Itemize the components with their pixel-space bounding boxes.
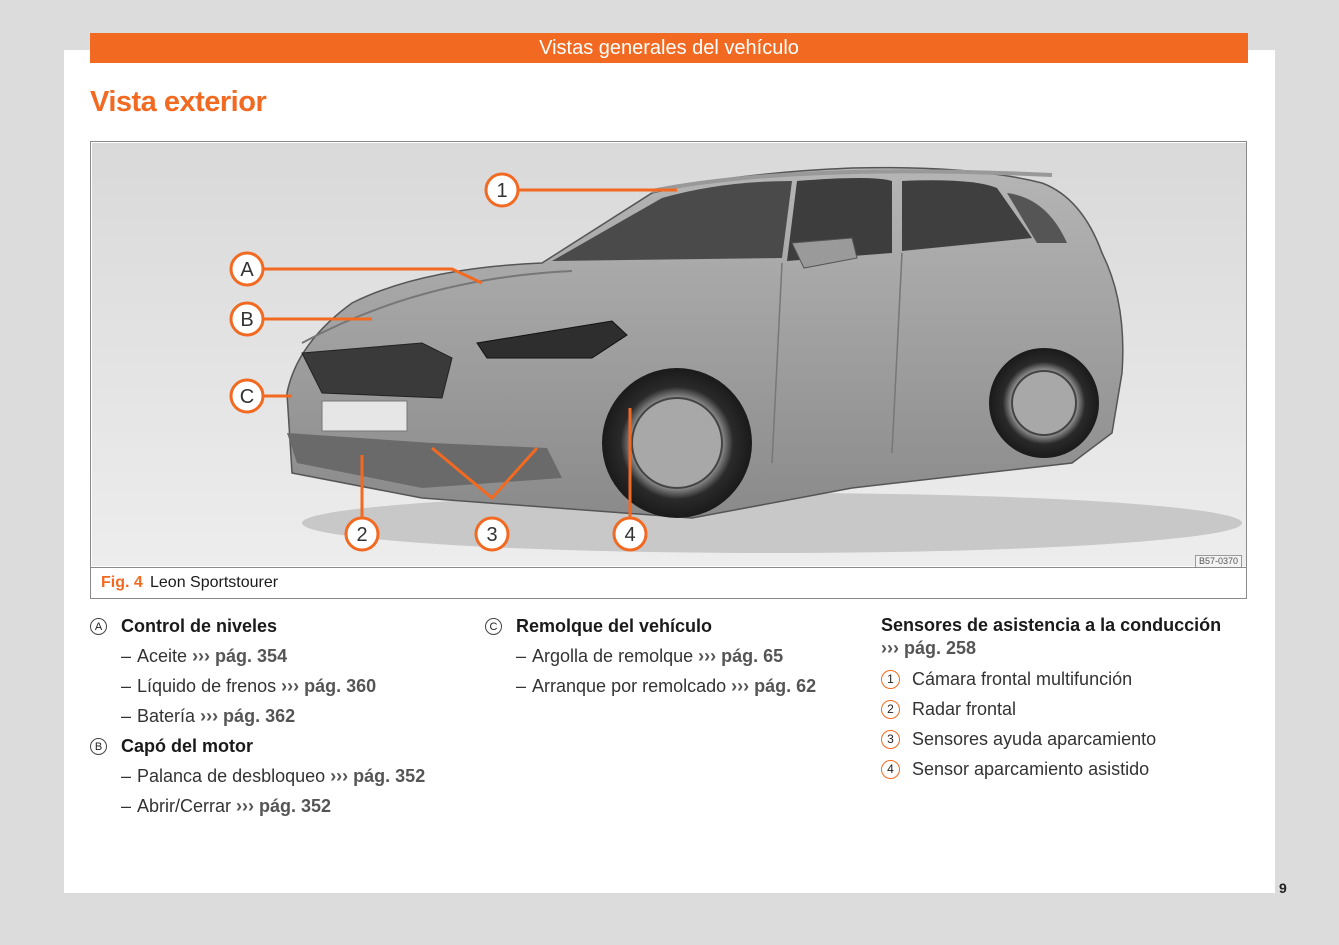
sensor-text: Sensor aparcamiento asistido <box>912 759 1150 779</box>
item-B-title: Capó del motor <box>121 736 254 756</box>
page-ref-link[interactable]: ››› pág. 352 <box>330 766 426 786</box>
list-item: – Palanca de desbloqueo ››› pág. 352 <box>121 766 426 786</box>
item-C-heading <box>485 614 855 644</box>
callout-1-label: 1 <box>496 180 508 202</box>
callout-A <box>231 253 263 285</box>
callout-B <box>231 303 263 335</box>
sensor-text: Sensores ayuda aparcamiento <box>912 729 1157 749</box>
page-ref-link[interactable]: ››› pág. 354 <box>192 646 288 666</box>
callout-4-label: 4 <box>624 524 636 546</box>
list-item: – Argolla de remolque ››› pág. 65 <box>516 646 784 666</box>
sub-text: Arranque por remolcado <box>532 676 727 696</box>
sub-text: Aceite <box>137 646 188 666</box>
letter-C-badge: C <box>485 618 502 635</box>
list-item: – Líquido de frenos ››› pág. 360 <box>121 676 377 696</box>
list-item: – Aceite ››› pág. 354 <box>121 646 288 666</box>
item-A-title: Control de niveles <box>121 616 278 636</box>
callout-C-label: C <box>239 386 255 408</box>
page-ref-link[interactable]: ››› pág. 258 <box>881 638 977 658</box>
letter-A-badge: A <box>90 618 107 635</box>
list-item <box>881 757 1241 787</box>
sub-text: Argolla de remolque <box>532 646 694 666</box>
page-ref-link[interactable]: ››› pág. 360 <box>281 676 377 696</box>
section-title: Vista exterior <box>90 86 267 118</box>
callout-3 <box>476 518 508 550</box>
figure-caption-text: Leon Sportstourer <box>150 574 279 591</box>
number-badge: 1 <box>881 670 900 689</box>
list-item: – Batería ››› pág. 362 <box>121 706 296 726</box>
callout-2-label: 2 <box>356 524 368 546</box>
callout-2 <box>346 518 378 550</box>
sub-text: Líquido de frenos <box>137 676 277 696</box>
page-ref-link[interactable]: ››› pág. 362 <box>200 706 296 726</box>
page-ref-link[interactable]: ››› pág. 352 <box>236 796 332 816</box>
callout-A-label: A <box>240 259 254 281</box>
chapter-header: Vistas generales del vehículo <box>90 33 1248 63</box>
list-item <box>881 667 1241 697</box>
letter-B-badge: B <box>90 738 107 755</box>
callout-1 <box>486 174 518 206</box>
number-badge: 3 <box>881 730 900 749</box>
sub-text: Palanca de desbloqueo <box>137 766 326 786</box>
sensors-title: Sensores de asistencia a la conducción <box>881 615 1222 635</box>
list-item <box>881 697 1241 727</box>
page-ref-link[interactable]: ››› pág. 62 <box>731 676 817 696</box>
figure-frame <box>90 141 1247 599</box>
figure-code: B57-0370 <box>1195 555 1242 568</box>
page-ref-link[interactable]: ››› pág. 65 <box>698 646 784 666</box>
number-badge: 4 <box>881 760 900 779</box>
callout-B-label: B <box>240 309 254 331</box>
callout-3-label: 3 <box>486 524 498 546</box>
callout-C <box>231 380 263 412</box>
figure-label: Fig. 4 <box>101 574 143 591</box>
column-3 <box>881 614 1241 787</box>
page-number: 9 <box>1279 880 1287 896</box>
list-item: – Abrir/Cerrar ››› pág. 352 <box>121 796 332 816</box>
sub-text: Batería <box>137 706 196 726</box>
sensors-heading <box>881 614 1241 660</box>
callout-4 <box>614 518 646 550</box>
sub-text: Abrir/Cerrar <box>137 796 232 816</box>
item-A-heading <box>90 614 460 644</box>
sensor-text: Cámara frontal multifunción <box>912 669 1133 689</box>
number-badge: 2 <box>881 700 900 719</box>
figure-caption <box>91 567 1246 600</box>
column-2 <box>485 614 855 704</box>
item-B-heading <box>90 734 460 764</box>
list-item: – Arranque por remolcado ››› pág. 62 <box>516 676 817 696</box>
callouts-layer <box>92 143 1246 566</box>
item-C-title: Remolque del vehículo <box>516 616 713 636</box>
column-1 <box>90 614 460 824</box>
sensor-text: Radar frontal <box>912 699 1017 719</box>
list-item <box>881 727 1241 757</box>
